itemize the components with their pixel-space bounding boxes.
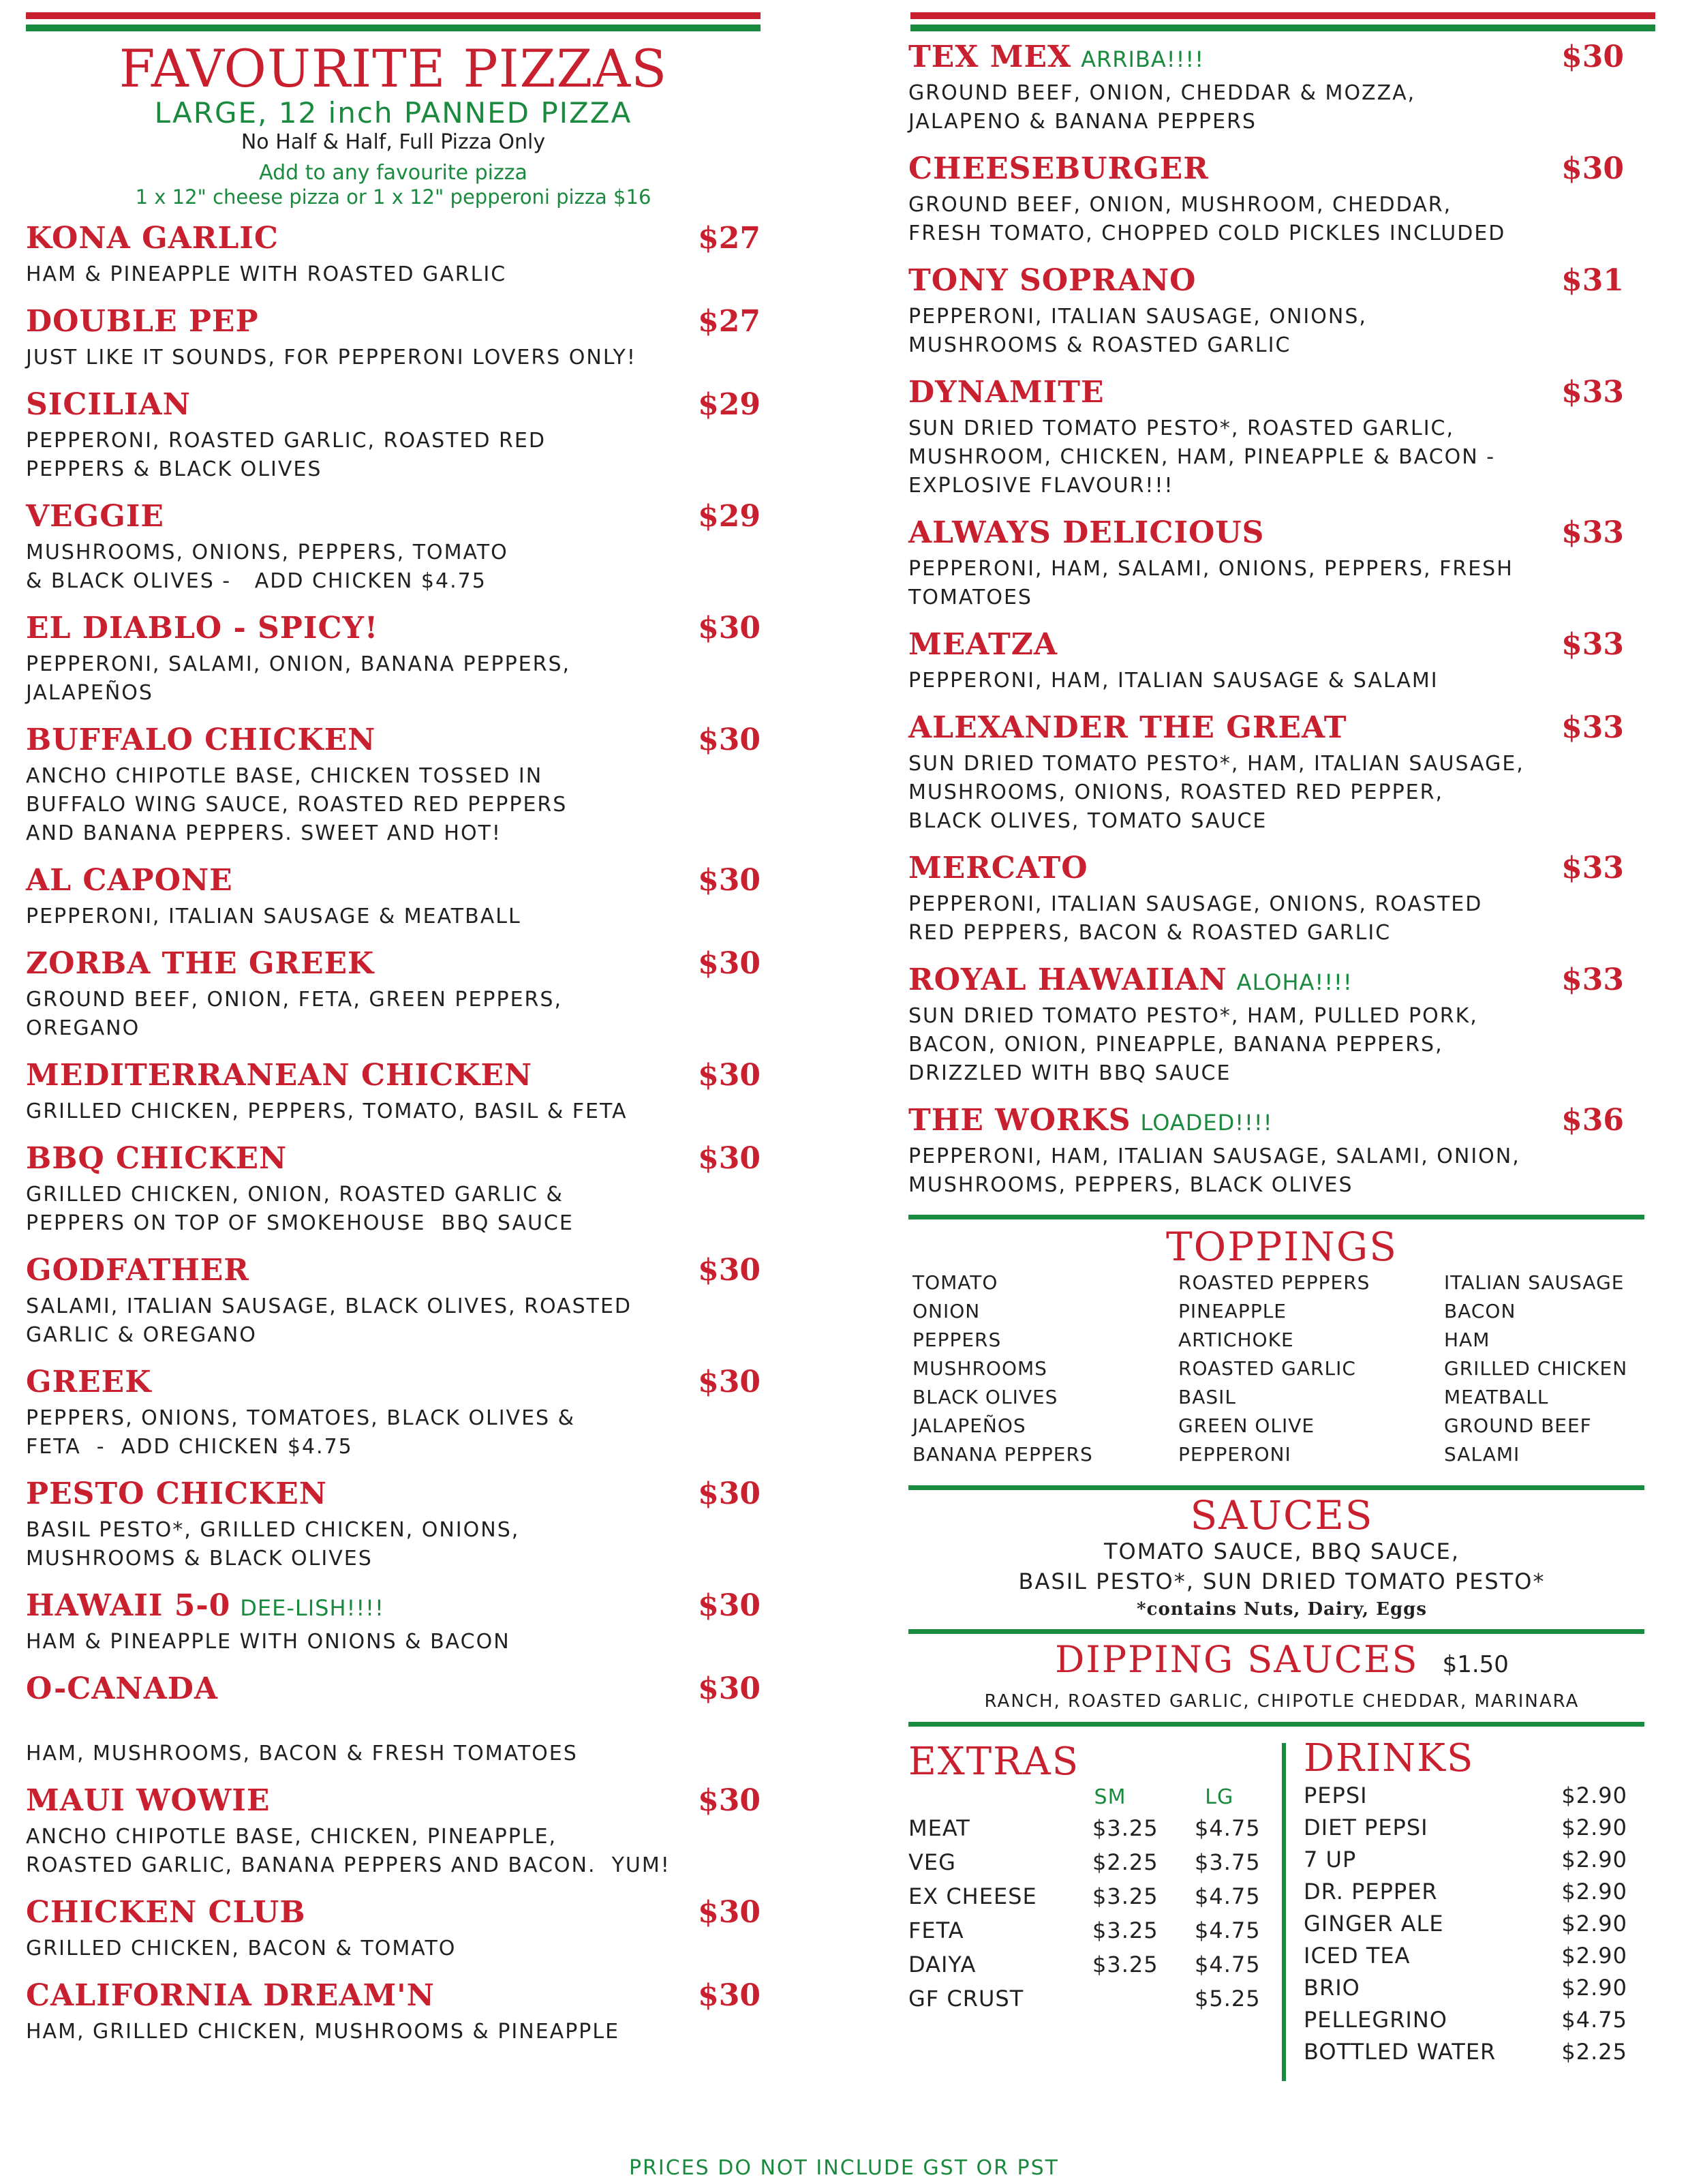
- topping-item: BASIL: [1178, 1386, 1236, 1408]
- menu-item-name: ALEXANDER THE GREAT: [908, 710, 1347, 745]
- extras-row: [908, 1913, 1297, 1947]
- drink-name: PELLEGRINO: [1304, 2007, 1447, 2033]
- drink-price: $2.25: [1561, 2039, 1627, 2065]
- menu-item-title: [26, 1476, 327, 1511]
- extras-sm: $3.25: [1092, 1952, 1158, 1977]
- menu-item-price: $30: [698, 1141, 761, 1176]
- menu-item-name: HAWAII 5-0: [26, 1588, 231, 1623]
- extras-row: [908, 1982, 1297, 2016]
- menu-item-title: [908, 710, 1347, 745]
- menu-item-name: SICILIAN: [26, 387, 191, 422]
- drink-row: [1304, 2004, 1627, 2036]
- topping-item: PINEAPPLE: [1178, 1300, 1287, 1322]
- menu-item-header: [26, 499, 761, 539]
- menu-item-price: $30: [698, 1978, 761, 2013]
- menu-item-header: [26, 1058, 761, 1097]
- menu-item-description: PEPPERONI, HAM, SALAMI, ONIONS, PEPPERS, FRESH TOMATOES: [908, 557, 1514, 609]
- topping-item: ITALIAN SAUSAGE: [1444, 1271, 1625, 1294]
- drink-price: $2.90: [1561, 1815, 1627, 1840]
- menu-item: [26, 1588, 761, 1656]
- menu-item-header: [908, 710, 1655, 750]
- menu-item-title: [26, 1783, 270, 1818]
- menu-item-price: $30: [698, 1783, 761, 1818]
- menu-item-header: [26, 1253, 761, 1292]
- extras-title: EXTRAS: [908, 1740, 1080, 1784]
- menu-item: [908, 1103, 1655, 1200]
- drink-price: $2.90: [1561, 1879, 1627, 1905]
- menu-item-description: HAM, MUSHROOMS, BACON & FRESH TOMATOES: [26, 1742, 578, 1765]
- extras-lg: $4.75: [1195, 1917, 1261, 1943]
- extras-lg: $4.75: [1195, 1952, 1261, 1977]
- menu-item-description: GROUND BEEF, ONION, CHEDDAR & MOZZA, JALAPENO & BANANA PEPPERS: [908, 81, 1416, 134]
- drink-price: $2.90: [1561, 1783, 1627, 1808]
- toppings-col-2: [1178, 1269, 1444, 1469]
- menu-item: [908, 627, 1655, 695]
- menu-item-name: ALWAYS DELICIOUS: [908, 515, 1265, 550]
- extras-sm: $3.25: [1092, 1883, 1158, 1909]
- menu-item-title: [26, 1978, 435, 2013]
- topping-item: ROASTED PEPPERS: [1178, 1271, 1370, 1294]
- menu-item-title: [908, 151, 1209, 186]
- menu-item-title: [26, 304, 259, 339]
- drink-row: [1304, 1780, 1627, 1812]
- menu-item-name: DYNAMITE: [908, 375, 1105, 410]
- menu-item-title: [26, 1588, 384, 1623]
- menu-item-description: HAM & PINEAPPLE WITH ONIONS & BACON: [26, 1630, 510, 1654]
- menu-item-description: JUST LIKE IT SOUNDS, FOR PEPPERONI LOVERS ONLY!: [26, 346, 636, 369]
- extras-name: DAIYA: [908, 1952, 977, 1977]
- extras-section: [908, 1740, 1297, 2016]
- menu-item-header: [26, 1671, 761, 1711]
- menu-item: [908, 263, 1655, 360]
- add-detail: 1 x 12" cheese pizza or 1 x 12" pepperoni pizza $16: [135, 185, 651, 209]
- toppings-col-1: [912, 1269, 1178, 1469]
- topping-item: ROASTED GARLIC: [1178, 1357, 1356, 1380]
- menu-item: [26, 1978, 761, 2046]
- menu-item-price: $30: [698, 1253, 761, 1288]
- menu-item-name: MEDITERRANEAN CHICKEN: [26, 1058, 533, 1093]
- drink-price: $2.90: [1561, 1911, 1627, 1937]
- menu-item-description: PEPPERONI, ITALIAN SAUSAGE, ONIONS, ROASTED RED PEPPERS, BACON & ROASTED GARLIC: [908, 892, 1483, 945]
- menu-item: [26, 1476, 761, 1573]
- menu-item-header: [908, 1103, 1655, 1142]
- extras-sm: [1092, 1982, 1195, 2016]
- menu-item-price: $30: [698, 1895, 761, 1930]
- menu-item-price: $30: [1561, 40, 1624, 74]
- drinks-table: [1304, 1780, 1644, 2068]
- menu-item-tagline: ARRIBA!!!!: [1081, 46, 1205, 72]
- menu-item-name: GODFATHER: [26, 1253, 249, 1288]
- extras-sm-label: SM: [1094, 1785, 1126, 1809]
- menu-item-tagline: ALOHA!!!!: [1236, 969, 1353, 995]
- menu-item-name: MEATZA: [908, 627, 1058, 662]
- size-line: LARGE, 12 inch PANNED PIZZA: [154, 96, 632, 130]
- drink-price: $2.90: [1561, 1943, 1627, 1969]
- flag-stripe-right: [910, 12, 1655, 33]
- menu-item-description: GRILLED CHICKEN, BACON & TOMATO: [26, 1937, 457, 1960]
- topping-item: BANANA PEPPERS: [912, 1443, 1093, 1466]
- menu-item-description: PEPPERONI, HAM, ITALIAN SAUSAGE, SALAMI, ONION, MUSHROOMS, PEPPERS, BLACK OLIVES: [908, 1144, 1520, 1197]
- menu-item-name: AL CAPONE: [26, 863, 233, 898]
- menu-item: [908, 515, 1655, 612]
- dipping-price: $1.50: [1442, 1651, 1509, 1678]
- menu-item-description: BASIL PESTO*, GRILLED CHICKEN, ONIONS, MUSHROOMS & BLACK OLIVES: [26, 1518, 520, 1571]
- topping-item: GREEN OLIVE: [1178, 1414, 1315, 1437]
- extras-lg: $4.75: [1195, 1883, 1261, 1909]
- menu-item-price: $30: [698, 946, 761, 981]
- menu-item-title: [26, 863, 233, 898]
- extras-row: [908, 1947, 1297, 1982]
- extras-name: FETA: [908, 1917, 964, 1943]
- topping-item: PEPPERONI: [1178, 1443, 1291, 1466]
- menu-item-header: [908, 375, 1655, 414]
- menu-item-title: [26, 946, 374, 981]
- menu-item-header: [26, 723, 761, 762]
- menu-item-name: MERCATO: [908, 851, 1088, 885]
- menu-item-name: EL DIABLO - SPICY!: [26, 611, 379, 646]
- menu-item-title: [908, 263, 1196, 298]
- menu-item-name: VEGGIE: [26, 499, 164, 534]
- menu-item-header: [26, 221, 761, 260]
- menu-item-price: $27: [698, 221, 761, 256]
- menu-item-name: ROYAL HAWAIIAN: [908, 962, 1227, 997]
- menu-item-title: [26, 723, 375, 757]
- menu-item-title: [908, 375, 1105, 410]
- menu-item-name: TEX MEX: [908, 40, 1072, 74]
- menu-item-description: GROUND BEEF, ONION, MUSHROOM, CHEDDAR, FRESH TOMATO, CHOPPED COLD PICKLES INCLUDED: [908, 193, 1506, 245]
- menu-item-description: SUN DRIED TOMATO PESTO*, ROASTED GARLIC, MUSHROOM, CHICKEN, HAM, PINEAPPLE & BACON - EXPLOSIVE FLAVOUR!!!: [908, 416, 1496, 498]
- drink-row: [1304, 1972, 1627, 2004]
- allergen-note: *contains Nuts, Dairy, Eggs: [1137, 1599, 1427, 1620]
- menu-item: [26, 1671, 761, 1768]
- menu-item-price: $30: [698, 863, 761, 898]
- menu-item-title: [26, 1058, 532, 1093]
- drinks-title: DRINKS: [1304, 1736, 1475, 1780]
- menu-item-header: [26, 946, 761, 986]
- menu-item: [26, 1141, 761, 1238]
- dipping-header: [908, 1639, 1655, 1689]
- menu-item-header: [26, 1141, 761, 1181]
- menu-title: FAVOURITE PIZZAS: [119, 38, 668, 99]
- menu-item: [26, 221, 761, 289]
- extras-sm: $3.25: [1092, 1815, 1158, 1841]
- sauces-line-2: BASIL PESTO*, SUN DRIED TOMATO PESTO*: [1018, 1568, 1546, 1594]
- menu-item-name: GREEK: [26, 1365, 152, 1399]
- menu-item-header: [26, 1476, 761, 1516]
- menu-item-header: [908, 151, 1655, 191]
- menu-item: [26, 611, 761, 708]
- menu-item-name: BBQ CHICKEN: [26, 1141, 288, 1176]
- extras-sm: $2.25: [1092, 1849, 1158, 1875]
- menu-item-description: SUN DRIED TOMATO PESTO*, HAM, ITALIAN SAUSAGE, MUSHROOMS, ONIONS, ROASTED RED PEPPER, BLACK OLIVES, TOMATO SAUCE: [908, 752, 1524, 833]
- topping-item: HAM: [1444, 1329, 1490, 1351]
- sauces-line-1: TOMATO SAUCE, BBQ SAUCE,: [1104, 1538, 1460, 1564]
- menu-item-header: [908, 962, 1655, 1002]
- menu-item-price: $29: [698, 387, 761, 422]
- menu-item: [908, 710, 1655, 836]
- menu-item-header: [26, 1895, 761, 1935]
- menu-item-price: $33: [1561, 851, 1624, 885]
- menu-item-price: $30: [698, 1476, 761, 1511]
- menu-item: [908, 151, 1655, 248]
- menu-item-price: $33: [1561, 375, 1624, 410]
- drink-row: [1304, 1812, 1627, 1844]
- menu-item-description: PEPPERONI, HAM, ITALIAN SAUSAGE & SALAMI: [908, 669, 1439, 693]
- menu-item-title: [908, 851, 1088, 885]
- menu-item-title: [908, 40, 1204, 74]
- drink-price: $4.75: [1561, 2007, 1627, 2033]
- toppings-rule: [908, 1215, 1644, 1219]
- extras-rule: [908, 1722, 1644, 1727]
- extras-drinks-area: [908, 1727, 1655, 2081]
- drink-row: [1304, 1876, 1627, 1908]
- drink-price: $2.90: [1561, 1975, 1627, 2001]
- drink-name: ICED TEA: [1304, 1943, 1411, 1969]
- drink-row: [1304, 1844, 1627, 1876]
- extras-lg: $3.75: [1195, 1849, 1261, 1875]
- menu-item-name: PESTO CHICKEN: [26, 1476, 327, 1511]
- extras-size-header: [908, 1784, 1297, 1811]
- menu-item-name: CHICKEN CLUB: [26, 1895, 306, 1930]
- menu-item: [26, 863, 761, 931]
- dipping-rule: [908, 1629, 1644, 1634]
- menu-item-header: [908, 263, 1655, 303]
- topping-item: GRILLED CHICKEN: [1444, 1357, 1628, 1380]
- dipping-list: RANCH, ROASTED GARLIC, CHIPOTLE CHEDDAR, MARINARA: [984, 1691, 1580, 1712]
- menu-item-description: GROUND BEEF, ONION, FETA, GREEN PEPPERS, OREGANO: [26, 988, 562, 1040]
- menu-item-price: $29: [698, 499, 761, 534]
- menu-item-title: [908, 627, 1058, 662]
- sauces-rule: [908, 1485, 1644, 1490]
- menu-item-title: [26, 499, 164, 534]
- menu-item-header: [26, 304, 761, 344]
- menu-item-price: $27: [698, 304, 761, 339]
- menu-item-price: $30: [698, 1365, 761, 1399]
- drinks-section: [1304, 1738, 1644, 2068]
- menu-item-title: [26, 1671, 218, 1706]
- toppings-title: TOPPINGS: [1165, 1224, 1398, 1270]
- menu-item-description: PEPPERONI, ROASTED GARLIC, ROASTED RED PEPPERS & BLACK OLIVES: [26, 429, 546, 481]
- menu-item-name: MAUI WOWIE: [26, 1783, 271, 1818]
- menu-item-description: MUSHROOMS, ONIONS, PEPPERS, TOMATO & BLACK OLIVES - ADD CHICKEN $4.75: [26, 541, 508, 593]
- tax-note: PRICES DO NOT INCLUDE GST OR PST: [628, 2156, 1060, 2180]
- menu-item: [26, 1783, 761, 1880]
- menu-item-price: $33: [1561, 515, 1624, 550]
- extras-name: GF CRUST: [908, 1986, 1024, 2012]
- extras-lg-label: LG: [1205, 1785, 1234, 1809]
- extras-row: [908, 1879, 1297, 1913]
- add-line: Add to any favourite pizza: [259, 161, 527, 185]
- extras-name: VEG: [908, 1849, 956, 1875]
- menu-item-description: PEPPERONI, ITALIAN SAUSAGE & MEATBALL: [26, 905, 521, 928]
- menu-item-price: $33: [1561, 627, 1624, 662]
- right-column: [908, 40, 1655, 2081]
- menu-item-header: [908, 627, 1655, 667]
- menu-item-header: [26, 1588, 761, 1628]
- menu-item: [26, 1058, 761, 1126]
- menu-item-tagline: LOADED!!!!: [1140, 1110, 1273, 1136]
- menu-item-description: ANCHO CHIPOTLE BASE, CHICKEN TOSSED IN BUFFALO WING SAUCE, ROASTED RED PEPPERS AND BANANA PEPPERS. SWEET AND HOT!: [26, 764, 568, 845]
- menu-item-description: PEPPERS, ONIONS, TOMATOES, BLACK OLIVES & FETA - ADD CHICKEN $4.75: [26, 1406, 575, 1459]
- topping-item: ONION: [912, 1300, 981, 1322]
- menu-item: [908, 40, 1655, 136]
- menu-item: [908, 851, 1655, 947]
- menu-item-header: [908, 40, 1655, 79]
- menu-item-name: O-CANADA: [26, 1671, 219, 1706]
- menu-item: [26, 304, 761, 372]
- left-column: [26, 38, 761, 2061]
- drink-price: $2.90: [1561, 1847, 1627, 1872]
- topping-item: BACON: [1444, 1300, 1516, 1322]
- right-pizza-list: [908, 40, 1655, 1200]
- menu-item-description: GRILLED CHICKEN, ONION, ROASTED GARLIC & PEPPERS ON TOP OF SMOKEHOUSE BBQ SAUCE: [26, 1183, 574, 1235]
- menu-item-description: HAM & PINEAPPLE WITH ROASTED GARLIC: [26, 262, 507, 286]
- menu-item-name: CALIFORNIA DREAM'N: [26, 1978, 435, 2013]
- drink-name: DR. PEPPER: [1304, 1879, 1438, 1905]
- menu-item-description: SUN DRIED TOMATO PESTO*, HAM, PULLED PORK, BACON, ONION, PINEAPPLE, BANANA PEPPERS, DRIZZLED WITH BBQ SAUCE: [908, 1004, 1478, 1085]
- menu-item-title: [908, 515, 1264, 550]
- menu-item-header: [26, 611, 761, 650]
- menu-item-header: [26, 1783, 761, 1823]
- extras-lg: $4.75: [1195, 1815, 1261, 1841]
- topping-item: TOMATO: [912, 1271, 998, 1294]
- menu-item-description: PEPPERONI, ITALIAN SAUSAGE, ONIONS, MUSHROOMS & ROASTED GARLIC: [908, 305, 1367, 357]
- toppings-col-3: [1444, 1269, 1662, 1469]
- menu-item-price: $33: [1561, 962, 1624, 997]
- menu-item-name: CHEESEBURGER: [908, 151, 1209, 186]
- menu-item: [26, 387, 761, 484]
- menu-item-tagline: DEE-LISH!!!!: [240, 1595, 384, 1621]
- topping-item: GROUND BEEF: [1444, 1414, 1592, 1437]
- menu-item-description: GRILLED CHICKEN, PEPPERS, TOMATO, BASIL & FETA: [26, 1099, 628, 1123]
- menu-item-price: $30: [1561, 151, 1624, 186]
- menu-item: [908, 962, 1655, 1088]
- menu-item-title: [26, 221, 279, 256]
- menu-item-price: $30: [698, 723, 761, 757]
- topping-item: JALAPEÑOS: [912, 1414, 1026, 1437]
- menu-item: [908, 375, 1655, 500]
- drink-name: 7 UP: [1304, 1847, 1357, 1872]
- menu-item-title: [26, 1365, 151, 1399]
- topping-item: MUSHROOMS: [912, 1357, 1047, 1380]
- half-line: No Half & Half, Full Pizza Only: [241, 130, 546, 154]
- menu-item: [26, 946, 761, 1043]
- menu-item-title: [908, 1103, 1273, 1138]
- menu-item-header: [26, 387, 761, 427]
- extras-drinks-divider: [1282, 1743, 1286, 2081]
- menu-item-header: [908, 515, 1655, 555]
- drink-row: [1304, 1940, 1627, 1972]
- drink-name: GINGER ALE: [1304, 1911, 1444, 1937]
- menu-item-title: [908, 962, 1353, 997]
- menu-item-title: [26, 387, 191, 422]
- menu-item-title: [26, 1895, 306, 1930]
- menu-item-title: [26, 611, 378, 646]
- extras-row: [908, 1811, 1297, 1845]
- menu-item-name: DOUBLE PEP: [26, 304, 259, 339]
- menu-item-header: [26, 1978, 761, 2018]
- extras-sm: $3.25: [1092, 1917, 1158, 1943]
- topping-item: SALAMI: [1444, 1443, 1520, 1466]
- flag-stripe-left: [26, 12, 761, 33]
- menu-item-name: KONA GARLIC: [26, 221, 279, 256]
- menu-item-header: [908, 851, 1655, 890]
- menu-item-name: ZORBA THE GREEK: [26, 946, 375, 981]
- topping-item: BLACK OLIVES: [912, 1386, 1058, 1408]
- menu-item-price: $30: [698, 1058, 761, 1093]
- menu-item-price: $30: [698, 1588, 761, 1623]
- menu-item-name: THE WORKS: [908, 1103, 1131, 1138]
- menu-item: [26, 723, 761, 848]
- menu-item-name: TONY SOPRANO: [908, 263, 1197, 298]
- extras-row: [908, 1845, 1297, 1879]
- menu-item-name: BUFFALO CHICKEN: [26, 723, 376, 757]
- drink-name: DIET PEPSI: [1304, 1815, 1428, 1840]
- menu-item-description: ANCHO CHIPOTLE BASE, CHICKEN, PINEAPPLE, ROASTED GARLIC, BANANA PEPPERS AND BACON. YUM!: [26, 1825, 671, 1877]
- drink-row: [1304, 1908, 1627, 1940]
- menu-item-title: [26, 1253, 249, 1288]
- menu-item-header: [26, 1365, 761, 1404]
- extras-name: EX CHEESE: [908, 1883, 1037, 1909]
- toppings-grid: [908, 1269, 1655, 1469]
- topping-item: MEATBALL: [1444, 1386, 1549, 1408]
- menu-item-price: $30: [698, 611, 761, 646]
- menu-item: [26, 1253, 761, 1350]
- menu-item-price: $31: [1561, 263, 1624, 298]
- menu-item: [26, 1895, 761, 1963]
- menu-item-description: HAM, GRILLED CHICKEN, MUSHROOMS & PINEAPPLE: [26, 2020, 620, 2044]
- topping-item: ARTICHOKE: [1178, 1329, 1294, 1351]
- extras-table: [908, 1811, 1297, 2016]
- menu-item-description: PEPPERONI, SALAMI, ONION, BANANA PEPPERS, JALAPEÑOS: [26, 652, 571, 705]
- menu-item: [26, 499, 761, 596]
- drink-row: [1304, 2036, 1627, 2068]
- menu-item-header: [26, 863, 761, 903]
- dipping-title: DIPPING SAUCES: [1055, 1638, 1419, 1681]
- sauces-title: SAUCES: [1190, 1492, 1374, 1538]
- drink-name: BRIO: [1304, 1975, 1360, 2001]
- extras-lg: $5.25: [1195, 1986, 1261, 2012]
- extras-name: MEAT: [908, 1815, 970, 1841]
- menu-item: [26, 1365, 761, 1461]
- topping-item: PEPPERS: [912, 1329, 1002, 1351]
- menu-item-description: SALAMI, ITALIAN SAUSAGE, BLACK OLIVES, ROASTED GARLIC & OREGANO: [26, 1294, 632, 1347]
- menu-item-price: $30: [698, 1671, 761, 1706]
- menu-item-price: $33: [1561, 710, 1624, 745]
- drink-name: PEPSI: [1304, 1783, 1368, 1808]
- drink-name: BOTTLED WATER: [1304, 2039, 1497, 2065]
- left-pizza-list: [26, 221, 761, 2046]
- menu-item-title: [26, 1141, 287, 1176]
- menu-item-price: $36: [1561, 1103, 1624, 1138]
